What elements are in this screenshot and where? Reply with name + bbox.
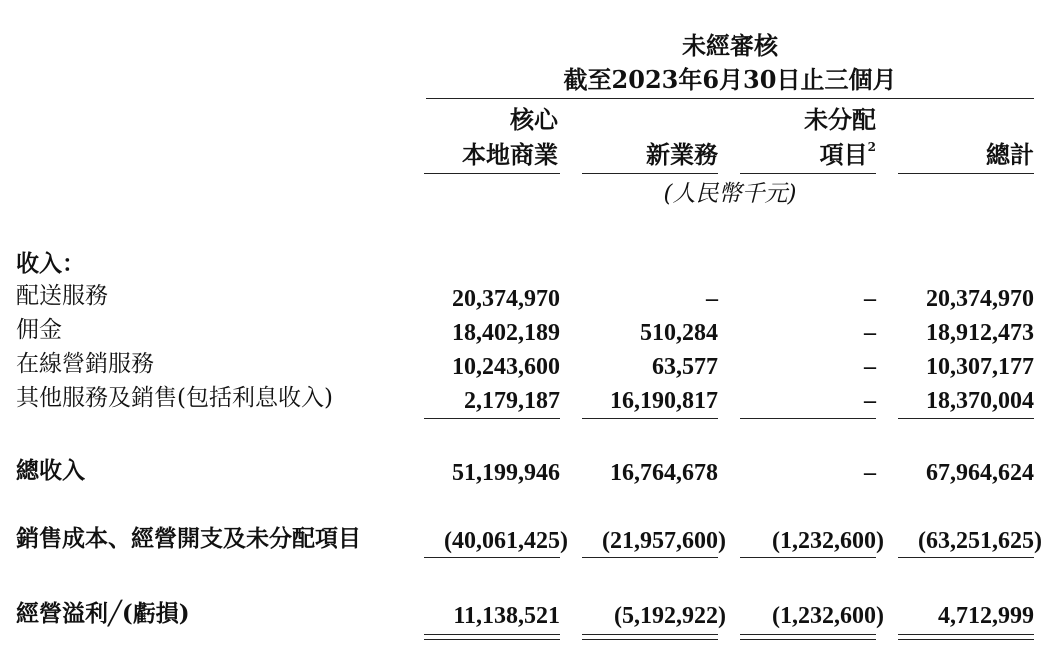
row-label-delivery: 配送服務	[16, 283, 108, 309]
row-delivery-new: –	[706, 286, 718, 312]
costs-underline-3	[740, 557, 876, 558]
row-online-marketing-new: 63,577	[652, 354, 718, 380]
col-core-local-line1: 核心	[510, 105, 558, 134]
row-other-services-core: 2,179,187	[464, 388, 560, 414]
row-label-online-marketing: 在線營銷服務	[16, 351, 154, 377]
total-revenue-unalloc: –	[864, 460, 876, 486]
row-delivery-total: 20,374,970	[926, 286, 1034, 312]
col-underline-4	[898, 173, 1034, 174]
costs-underline-4	[898, 557, 1034, 558]
operating-profit-unalloc: (1,232,600)	[772, 603, 884, 629]
row-other-services-unalloc: –	[864, 388, 876, 414]
row-label-commission: 佣金	[16, 317, 62, 343]
profit-double-underline-2a	[582, 634, 718, 635]
revenue-underline-1	[424, 418, 560, 419]
col-total: 總計	[986, 140, 1034, 169]
row-delivery-unalloc: –	[864, 286, 876, 312]
operating-profit-total: 4,712,999	[938, 603, 1034, 629]
revenue-underline-3	[740, 418, 876, 419]
costs-unalloc: (1,232,600)	[772, 528, 884, 554]
profit-double-underline-1a	[424, 634, 560, 635]
total-revenue-total: 67,964,624	[926, 460, 1034, 486]
row-commission-unalloc: –	[864, 320, 876, 346]
costs-underline-1	[424, 557, 560, 558]
header-divider	[426, 98, 1034, 99]
row-commission-new: 510,284	[640, 320, 718, 346]
row-commission-total: 18,912,473	[926, 320, 1034, 346]
row-other-services-total: 18,370,004	[926, 388, 1034, 414]
profit-double-underline-2b	[582, 639, 718, 640]
total-revenue-new: 16,764,678	[610, 460, 718, 486]
col-new-initiatives: 新業務	[646, 140, 718, 169]
profit-double-underline-4a	[898, 634, 1034, 635]
profit-double-underline-1b	[424, 639, 560, 640]
profit-double-underline-4b	[898, 639, 1034, 640]
revenue-underline-2	[582, 418, 718, 419]
col-unallocated-line2: 項目$^2$	[819, 140, 876, 169]
profit-double-underline-3b	[740, 639, 876, 640]
header-period: 截至2023年6月30日止三個月	[563, 65, 897, 94]
costs-new: (21,957,600)	[602, 528, 726, 554]
row-label-costs: 銷售成本、經營開支及未分配項目	[16, 525, 361, 552]
row-commission-core: 18,402,189	[452, 320, 560, 346]
costs-core: (40,061,425)	[444, 528, 568, 554]
operating-profit-core: 11,138,521	[453, 603, 560, 629]
col-core-local-line2: 本地商業	[462, 140, 558, 169]
section-revenue-title: 收入：	[16, 250, 85, 277]
col-underline-1	[424, 173, 560, 174]
total-revenue-core: 51,199,946	[452, 460, 560, 486]
row-label-total-revenue: 總收入	[16, 457, 85, 484]
row-online-marketing-total: 10,307,177	[926, 354, 1034, 380]
profit-double-underline-3a	[740, 634, 876, 635]
costs-underline-2	[582, 557, 718, 558]
row-other-services-new: 16,190,817	[610, 388, 718, 414]
row-online-marketing-core: 10,243,600	[452, 354, 560, 380]
footnote-marker: 2	[867, 140, 876, 154]
col-underline-3	[740, 173, 876, 174]
row-delivery-core: 20,374,970	[452, 286, 560, 312]
row-label-operating-profit: 經營溢利╱(虧損)	[16, 600, 190, 627]
operating-profit-new: (5,192,922)	[614, 603, 726, 629]
row-online-marketing-unalloc: –	[864, 354, 876, 380]
row-label-other-services: 其他服務及銷售(包括利息收入)	[16, 385, 333, 411]
costs-total: (63,251,625)	[918, 528, 1042, 554]
col-underline-2	[582, 173, 718, 174]
unit-label: (人民幣千元)	[663, 181, 797, 207]
revenue-underline-4	[898, 418, 1034, 419]
col-unallocated-line1: 未分配	[804, 105, 876, 134]
header-audit-status: 未經審核	[682, 31, 778, 60]
